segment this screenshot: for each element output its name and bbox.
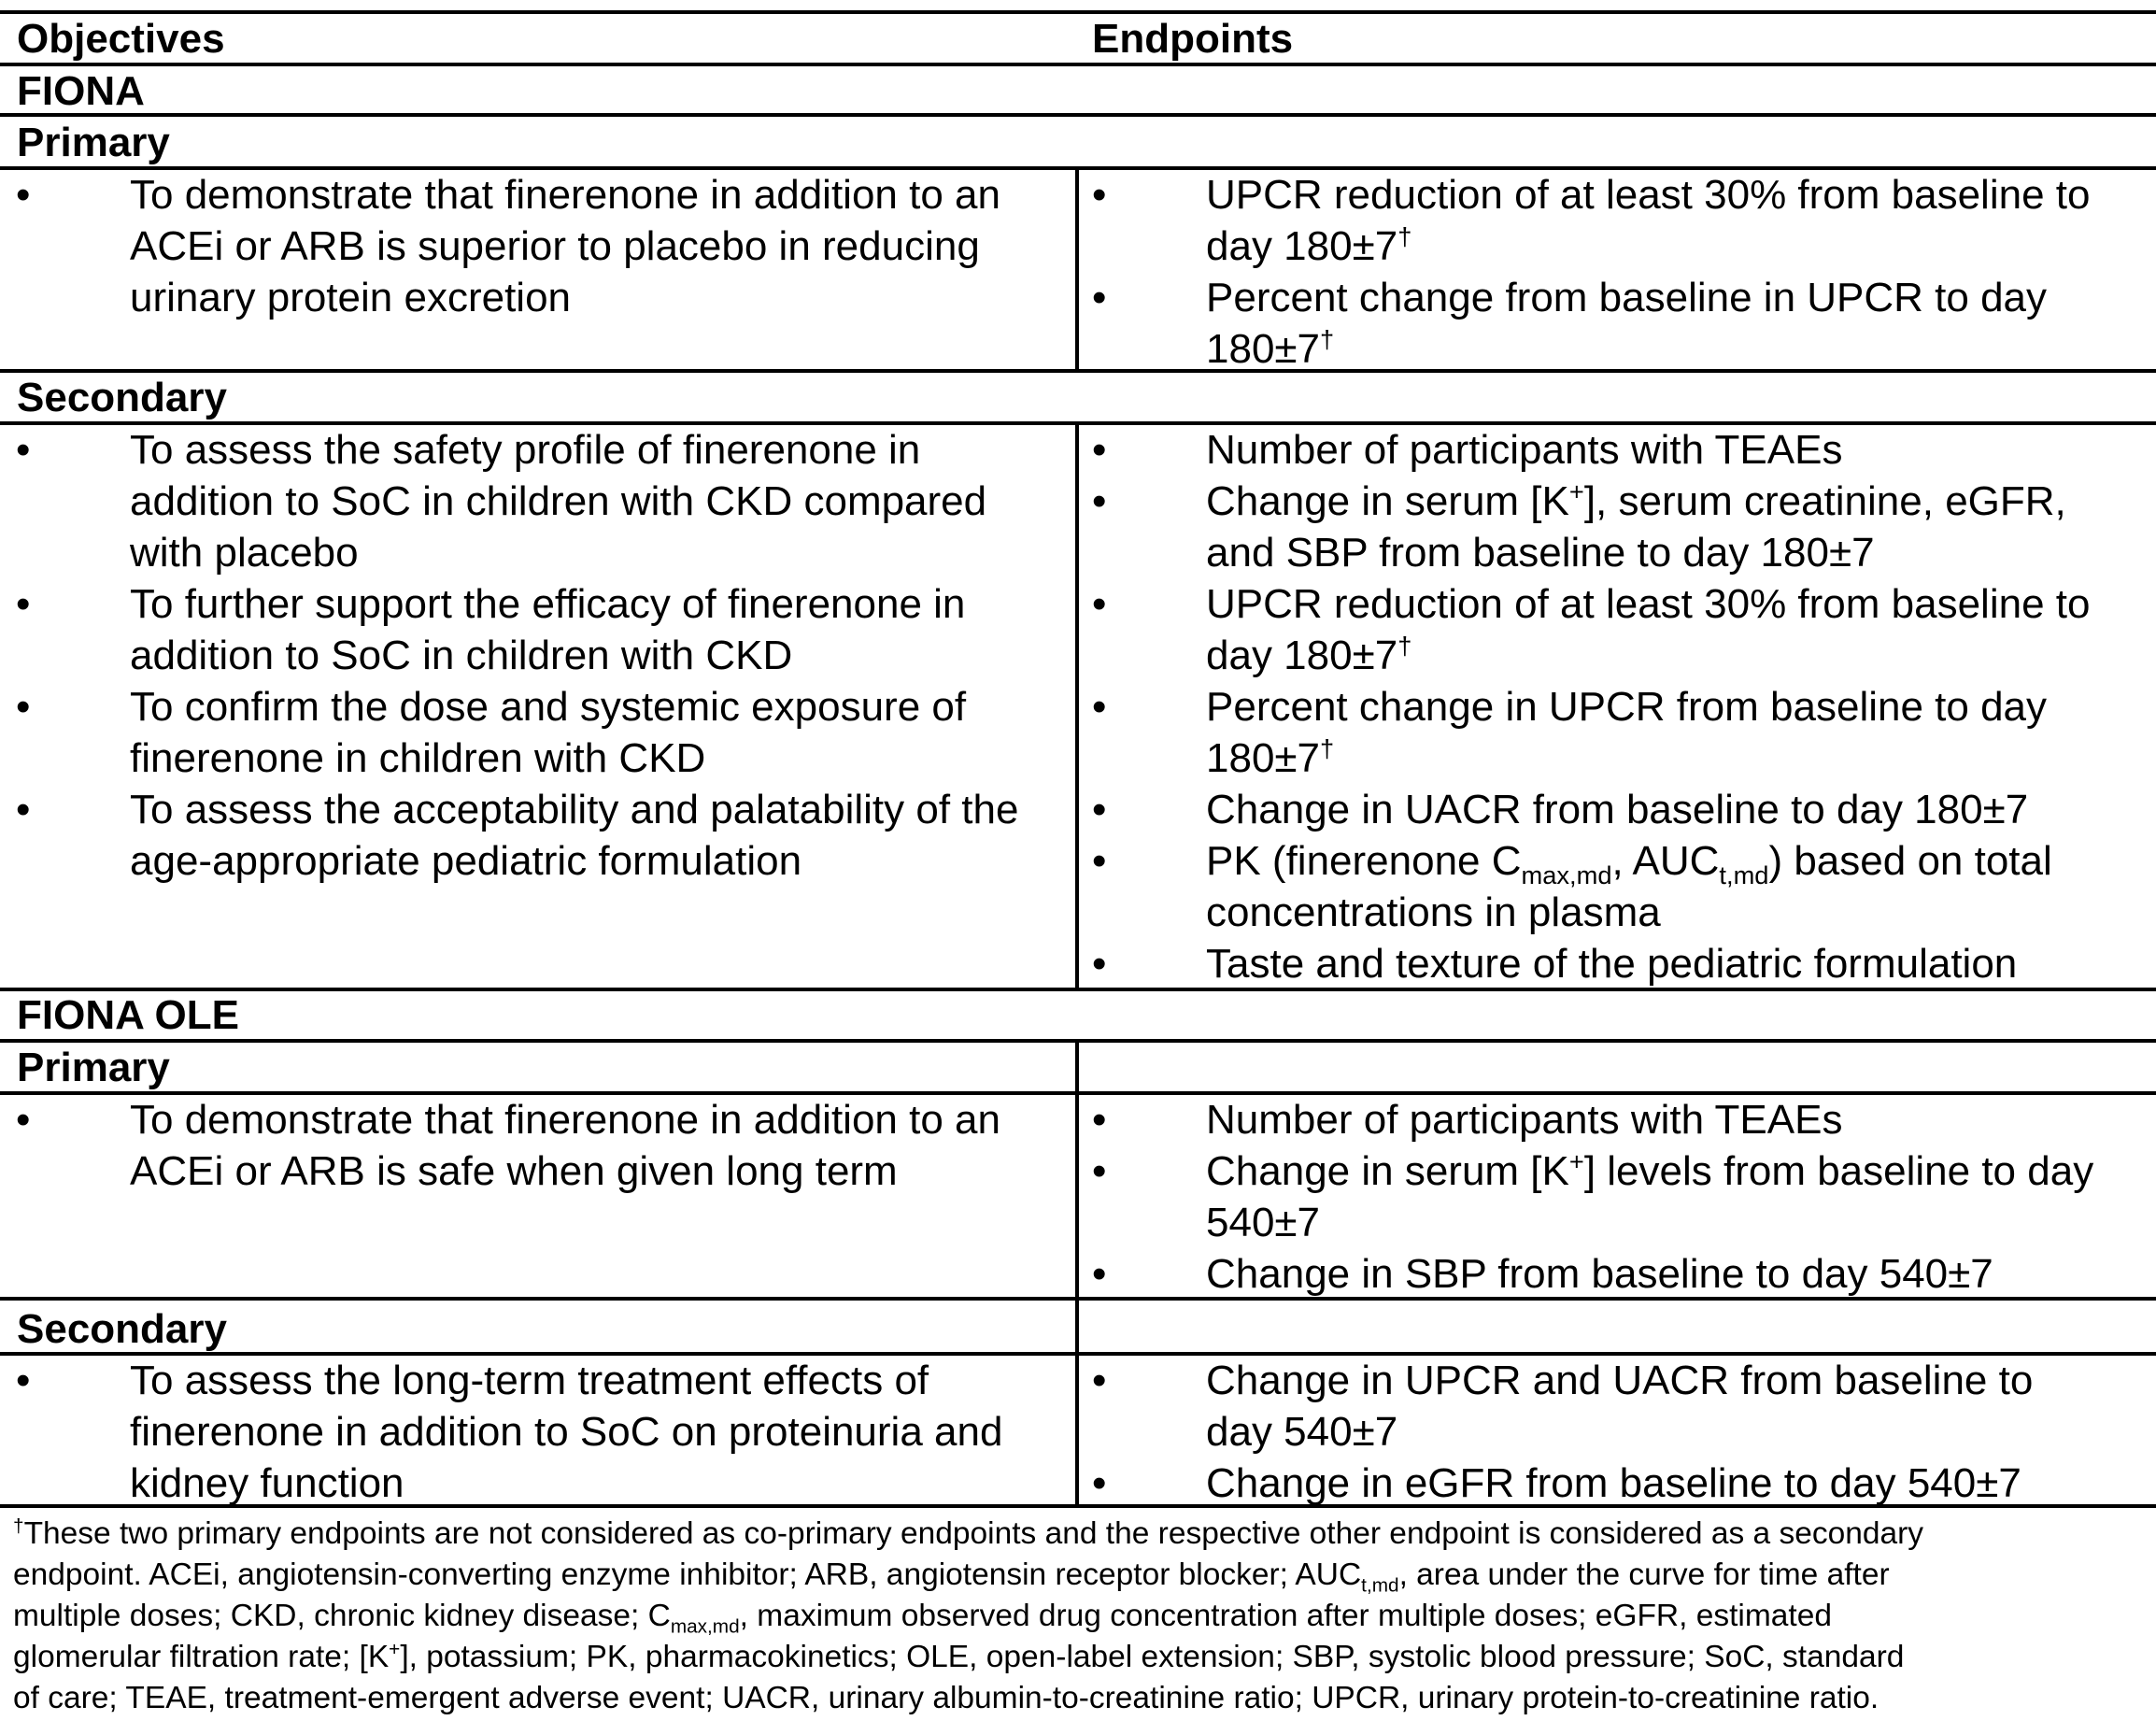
bullet-item: [1092, 169, 2156, 272]
bullet-icon: •: [16, 581, 31, 627]
footnote-line: †These two primary endpoints are not considered as co-primary endpoints and the respective other endpoint is considered as a secondary: [13, 1515, 1924, 1551]
bullet-icon: •: [1092, 684, 1107, 730]
bullet-icon: •: [1092, 941, 1107, 987]
table-top-rule: [0, 10, 2156, 14]
header-rule: [0, 63, 2156, 66]
bullet-item: [1092, 681, 2156, 784]
bullet-item: [16, 1094, 1074, 1197]
objectives-cell: [0, 424, 1074, 887]
bullet-icon: •: [16, 427, 31, 473]
bullet-item: [1092, 1145, 2156, 1248]
bullet-item: [1092, 1355, 2156, 1458]
bullet-icon: •: [1092, 1251, 1107, 1297]
bullet-item: [1092, 784, 2156, 835]
item-text-line: To demonstrate that finerenone in addition to an: [130, 1097, 1000, 1143]
bullet-icon: •: [1092, 581, 1107, 627]
item-text-line: UPCR reduction of at least 30% from baseline to: [1206, 581, 2091, 627]
fiona-rule: [0, 113, 2156, 117]
bullet-icon: •: [1092, 1097, 1107, 1143]
item-text-line: day 180±7†: [1206, 221, 1412, 269]
item-text-line: 540±7: [1206, 1200, 1321, 1245]
bullet-item: [1092, 272, 2156, 375]
item-text-line: Change in eGFR from baseline to day 540±7: [1206, 1460, 2021, 1506]
item-text-line: To further support the efficacy of finerenone in: [130, 581, 966, 627]
bullet-item: [1092, 1458, 2156, 1509]
bullet-item: [1092, 1248, 2156, 1300]
bullet-icon: •: [1092, 172, 1107, 218]
table-footnote: [13, 1514, 2148, 1719]
endpoints-column-header: Endpoints: [1092, 16, 1294, 62]
item-text-line: age-appropriate pediatric formulation: [130, 838, 802, 884]
item-text-line: Taste and texture of the pediatric formulation: [1206, 941, 2018, 987]
bullet-icon: •: [1092, 427, 1107, 473]
item-text-line: ACEi or ARB is superior to placebo in reducing: [130, 223, 980, 269]
endpoints-cell: [1079, 169, 2156, 375]
bullet-icon: •: [1092, 838, 1107, 884]
bullet-item: [1092, 1094, 2156, 1145]
bullet-item: [1092, 578, 2156, 681]
item-text-line: Percent change in UPCR from baseline to day: [1206, 684, 2048, 730]
bullet-item: [16, 1355, 1074, 1509]
section-title: FIONA: [17, 68, 145, 114]
subsection-label: Secondary: [17, 1306, 227, 1352]
footnote-line: of care; TEAE, treatment-emergent adverse event; UACR, urinary albumin-to-creatinine ratio; UPCR, urinary protein-to-creatinine ratio.: [13, 1681, 1879, 1715]
item-text-line: with placebo: [130, 530, 359, 576]
bullet-item: [16, 424, 1074, 578]
footnote-line: glomerular filtration rate; [K+], potassium; PK, pharmacokinetics; OLE, open-label extension; SBP, systolic blood pressure; SoC, standard: [13, 1638, 1905, 1674]
bullet-icon: •: [1092, 1148, 1107, 1194]
footnote-line: multiple doses; CKD, chronic kidney disease; $C_{max,md}$, maximum observed drug concentration after multiple doses; eGFR, estimated: [13, 1599, 1832, 1638]
bullet-item: [1092, 476, 2156, 578]
footnote-line: endpoint. ACEi, angiotensin-converting enzyme inhibitor; ARB, angiotensin receptor blocker; $AUC_{t,md}$, area under the curve for time after: [13, 1557, 1890, 1597]
item-text-line: day 540±7: [1206, 1409, 1398, 1455]
item-text-line: UPCR reduction of at least 30% from baseline to: [1206, 172, 2091, 218]
subsection-label: Secondary: [17, 375, 227, 420]
item-text-line: Change in SBP from baseline to day 540±7: [1206, 1251, 1993, 1297]
item-text-line: To assess the long-term treatment effects of: [130, 1358, 929, 1403]
item-text-line: Change in serum [K+], serum creatinine, eGFR,: [1206, 476, 2066, 524]
item-text-line: finerenone in addition to SoC on proteinuria and: [130, 1409, 1003, 1455]
endpoints-cell: [1079, 1094, 2156, 1300]
item-text-line: Number of participants with TEAEs: [1206, 427, 1843, 473]
bullet-item: [1092, 835, 2156, 938]
bullet-icon: •: [16, 787, 31, 832]
subsection-label: Primary: [17, 120, 170, 165]
bullet-icon: •: [1092, 275, 1107, 320]
bullet-item: [1092, 938, 2156, 989]
bullet-icon: •: [1092, 1460, 1107, 1506]
item-text-line: and SBP from baseline to day 180±7: [1206, 530, 1875, 576]
bullet-item: [16, 169, 1074, 323]
item-text-line: finerenone in children with CKD: [130, 735, 706, 781]
item-text-line: kidney function: [130, 1460, 404, 1506]
item-text-line: To assess the safety profile of finerenone in: [130, 427, 921, 473]
bullet-item: [16, 578, 1074, 681]
item-text-line: addition to SoC in children with CKD compared: [130, 478, 987, 524]
item-text-line: Number of participants with TEAEs: [1206, 1097, 1843, 1143]
item-text-line: Change in serum [K+] levels from baseline to day: [1206, 1146, 2094, 1194]
bullet-icon: •: [1092, 1358, 1107, 1403]
bullet-icon: •: [16, 684, 31, 730]
item-text-line: day 180±7†: [1206, 631, 1412, 678]
item-text-line: Change in UACR from baseline to day 180±7: [1206, 787, 2029, 832]
item-text-line: ACEi or ARB is safe when given long term: [130, 1148, 898, 1194]
objectives-column-header: Objectives: [17, 16, 225, 62]
item-text-line: Percent change from baseline in UPCR to day: [1206, 275, 2048, 320]
item-text-line: 180±7†: [1206, 733, 1335, 781]
objectives-cell: [0, 1355, 1074, 1509]
item-text-line: To confirm the dose and systemic exposure of: [130, 684, 967, 730]
bullet-icon: •: [1092, 787, 1107, 832]
item-text-line: Change in UPCR and UACR from baseline to: [1206, 1358, 2034, 1403]
item-text-line: addition to SoC in children with CKD: [130, 633, 793, 678]
item-text-line: PK (finerenone $C_{max,md}$, $AUC_{t,md}$) based on total: [1206, 838, 2052, 889]
bullet-item: [16, 681, 1074, 784]
bullet-icon: •: [1092, 478, 1107, 524]
item-text-line: To demonstrate that finerenone in addition to an: [130, 172, 1000, 218]
bullet-icon: •: [16, 1358, 31, 1403]
item-text-line: urinary protein excretion: [130, 275, 572, 320]
item-text-line: concentrations in plasma: [1206, 889, 1661, 935]
bullet-item: [16, 784, 1074, 887]
endpoints-cell: [1079, 424, 2156, 989]
subsection-label: Primary: [17, 1045, 170, 1090]
bullet-icon: •: [16, 172, 31, 218]
bullet-icon: •: [16, 1097, 31, 1143]
item-text-line: 180±7†: [1206, 324, 1335, 372]
objectives-cell: [0, 1094, 1074, 1197]
bullet-item: [1092, 424, 2156, 476]
item-text-line: To assess the acceptability and palatability of the: [130, 787, 1019, 832]
section-title: FIONA OLE: [17, 992, 239, 1038]
objectives-cell: [0, 169, 1074, 323]
endpoints-cell: [1079, 1355, 2156, 1509]
